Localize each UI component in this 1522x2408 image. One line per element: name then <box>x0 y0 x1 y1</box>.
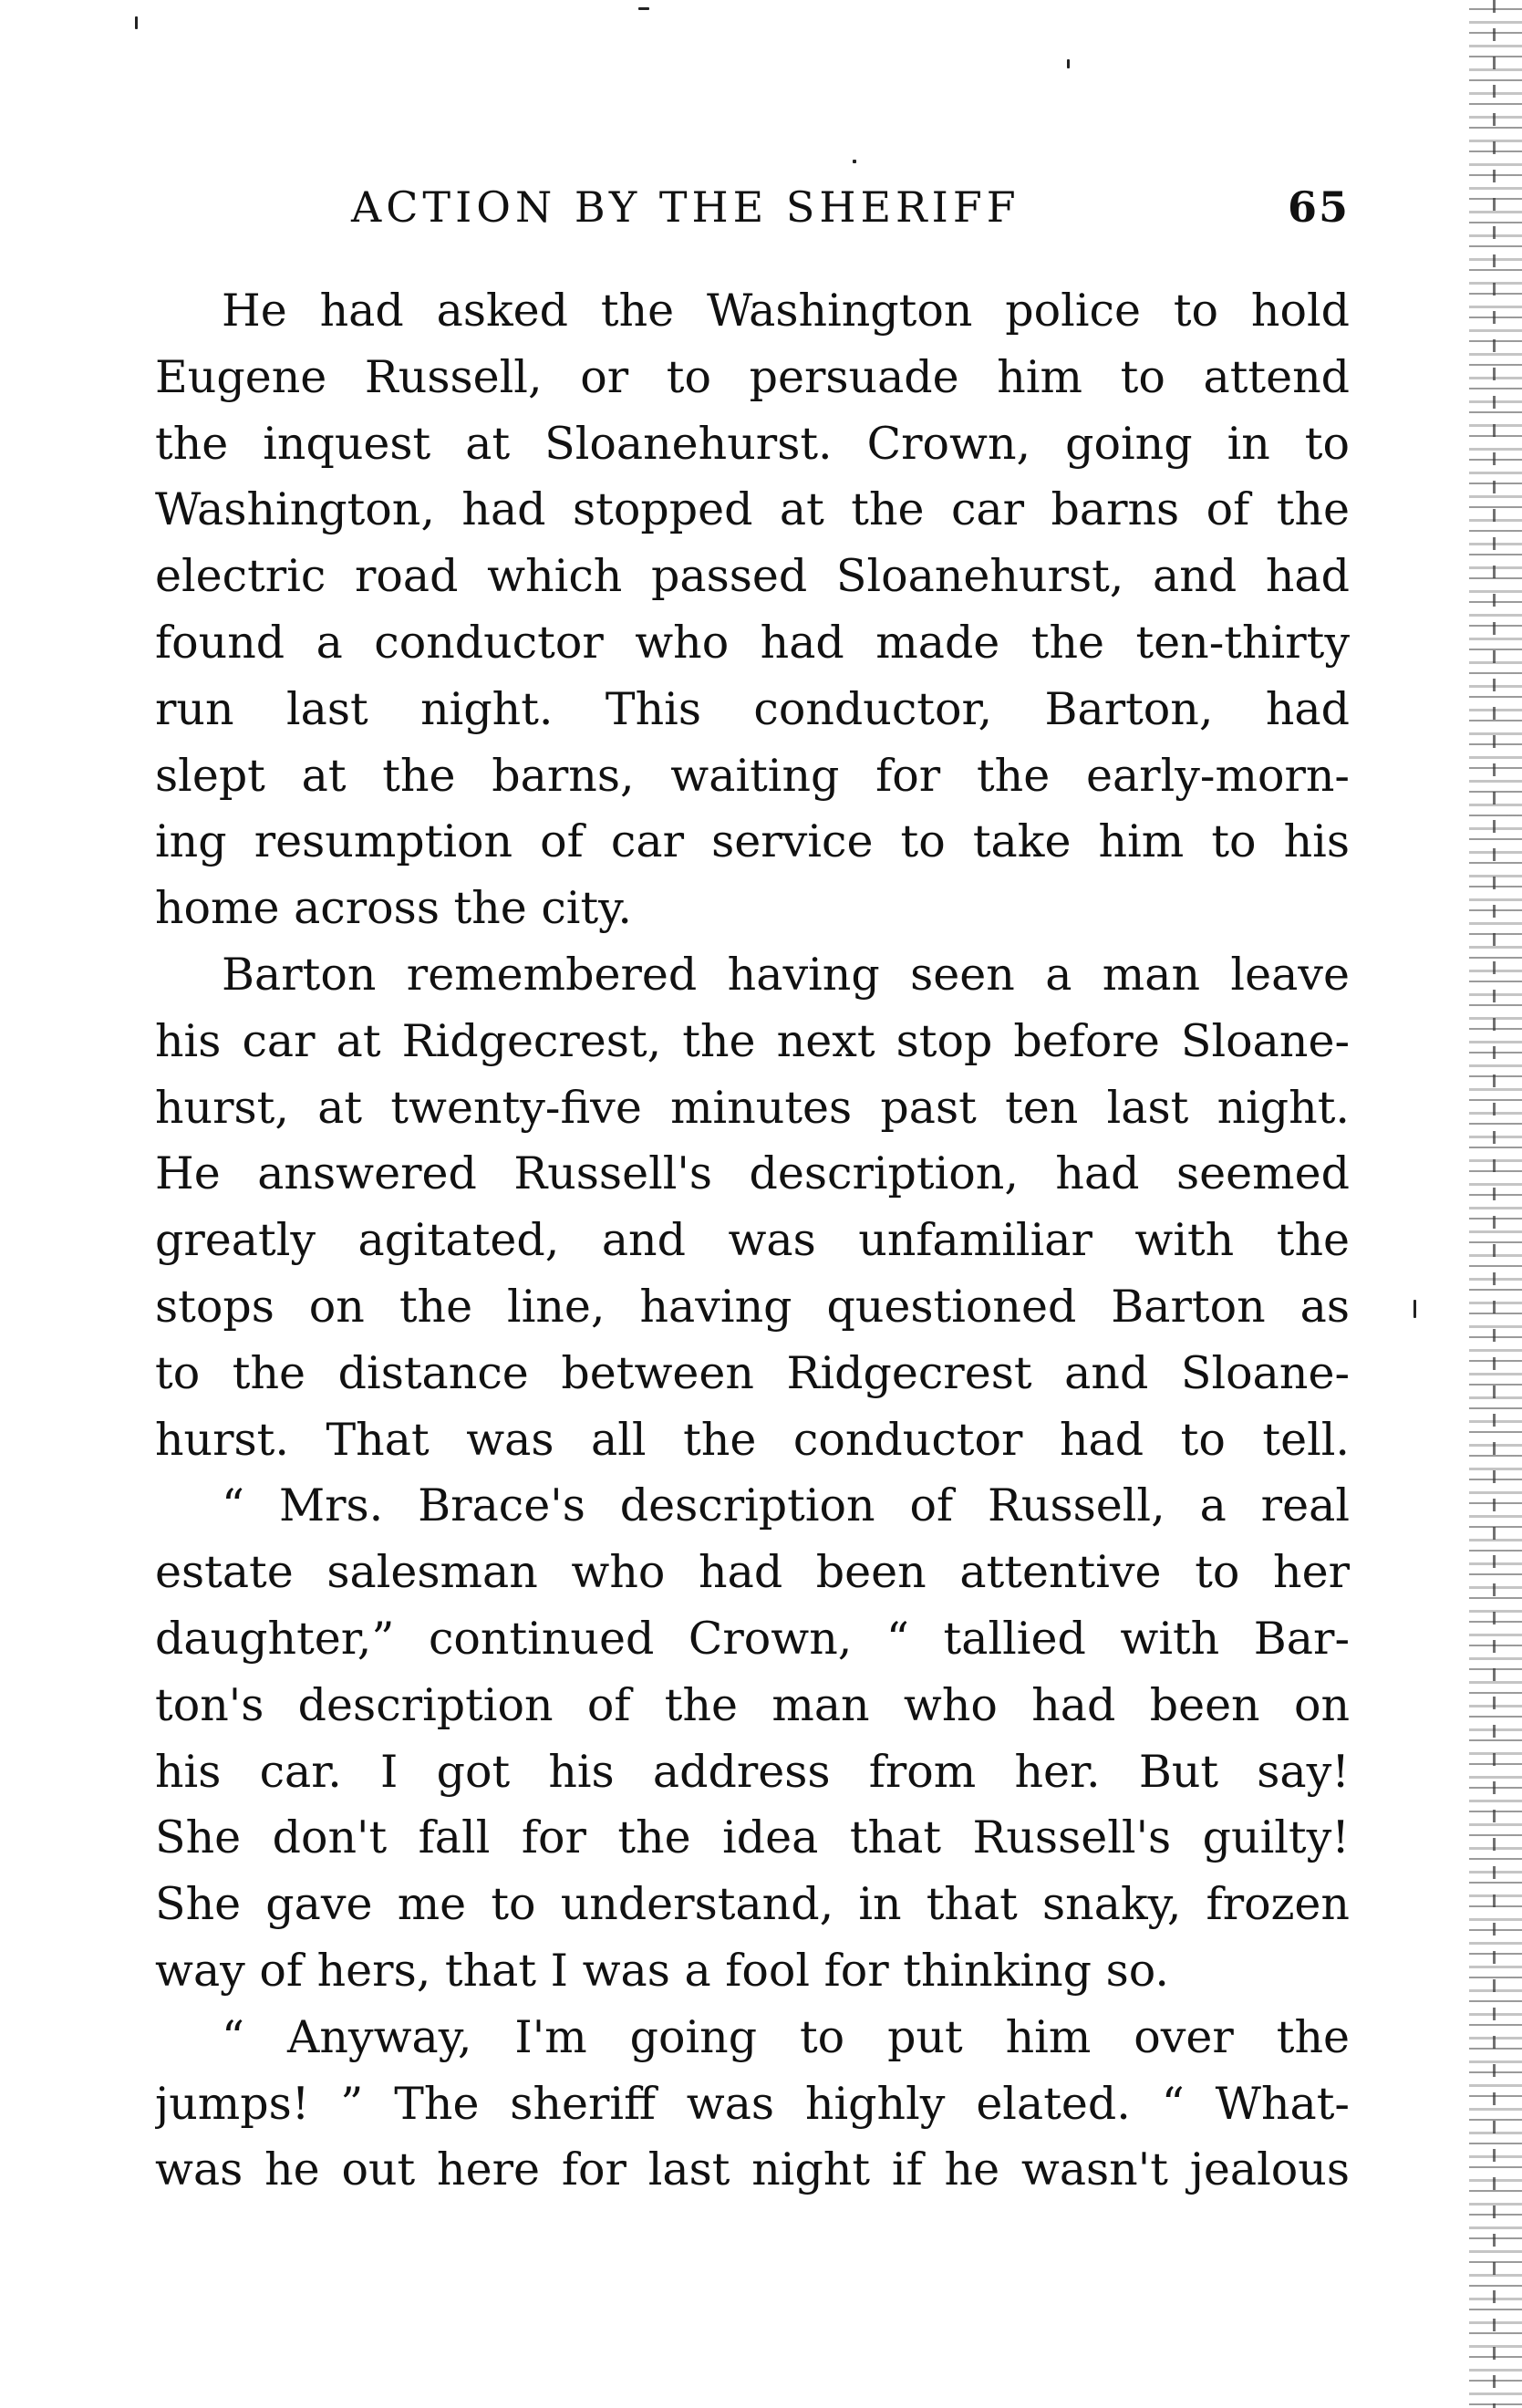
text-line: estate salesman who had been attentive to her <box>155 1546 1350 1599</box>
page-number: 65 <box>1287 182 1350 232</box>
text-line: She don't fall for the idea that Russell's guilty! <box>155 1811 1350 1864</box>
scan-speck <box>638 7 649 10</box>
text-line: ing resumption of car service to take him to his <box>155 815 1350 868</box>
text-line: electric road which passed Sloanehurst, and had <box>155 550 1350 603</box>
text-line: hurst, at twenty-five minutes past ten last night. <box>155 1081 1350 1134</box>
text-line: his car. I got his address from her. But say! <box>155 1745 1350 1798</box>
paragraph <box>155 942 1350 1473</box>
text-line: She gave me to understand, in that snaky, frozen <box>155 1878 1350 1931</box>
chapter-running-title: ACTION BY THE SHERIFF <box>351 182 1020 232</box>
text-line: He had asked the Washington police to hold <box>222 285 1350 337</box>
text-line: Washington, had stopped at the car barns of the <box>155 483 1350 536</box>
scanned-binding-edge <box>1469 0 1522 2408</box>
running-head <box>155 175 1350 248</box>
paragraph <box>155 1473 1350 2004</box>
text-line: greatly agitated, and was unfamiliar with the <box>155 1214 1350 1267</box>
text-line: home across the city. <box>155 882 632 935</box>
scan-speck <box>1413 1300 1416 1318</box>
text-line: found a conductor who had made the ten-thirty <box>155 616 1350 669</box>
text-line: “ Mrs. Brace's description of Russell, a real <box>222 1479 1350 1532</box>
text-line: stops on the line, having questioned Barton as <box>155 1280 1350 1333</box>
text-line: He answered Russell's description, had seemed <box>155 1147 1350 1200</box>
text-line: jumps! ” The sheriff was highly elated. “ What- <box>155 2077 1350 2130</box>
body-text <box>155 278 1350 2204</box>
scan-speck <box>1067 59 1070 68</box>
text-line: slept at the barns, waiting for the early-morn- <box>155 749 1350 802</box>
text-line: daughter,” continued Crown, “ tallied with Bar- <box>155 1612 1350 1665</box>
text-line: “ Anyway, I'm going to put him over the <box>222 2010 1350 2063</box>
paragraph <box>155 2005 1350 2204</box>
text-line: ton's description of the man who had been on <box>155 1678 1350 1731</box>
text-line: the inquest at Sloanehurst. Crown, going in to <box>155 417 1350 470</box>
text-line: run last night. This conductor, Barton, had <box>155 682 1350 735</box>
paragraph <box>155 278 1350 942</box>
text-line: his car at Ridgecrest, the next stop before Sloane- <box>155 1014 1350 1067</box>
scan-speck <box>135 16 138 29</box>
text-line: Eugene Russell, or to persuade him to attend <box>155 350 1350 403</box>
text-line: was he out here for last night if he wasn't jealous <box>155 2143 1350 2196</box>
text-line: to the distance between Ridgecrest and Sloane- <box>155 1346 1350 1399</box>
text-line: Barton remembered having seen a man leave <box>222 948 1350 1001</box>
text-line: hurst. That was all the conductor had to tell. <box>155 1413 1350 1466</box>
scan-speck <box>853 160 856 163</box>
text-line: way of hers, that I was a fool for thinking so. <box>155 1944 1169 1997</box>
